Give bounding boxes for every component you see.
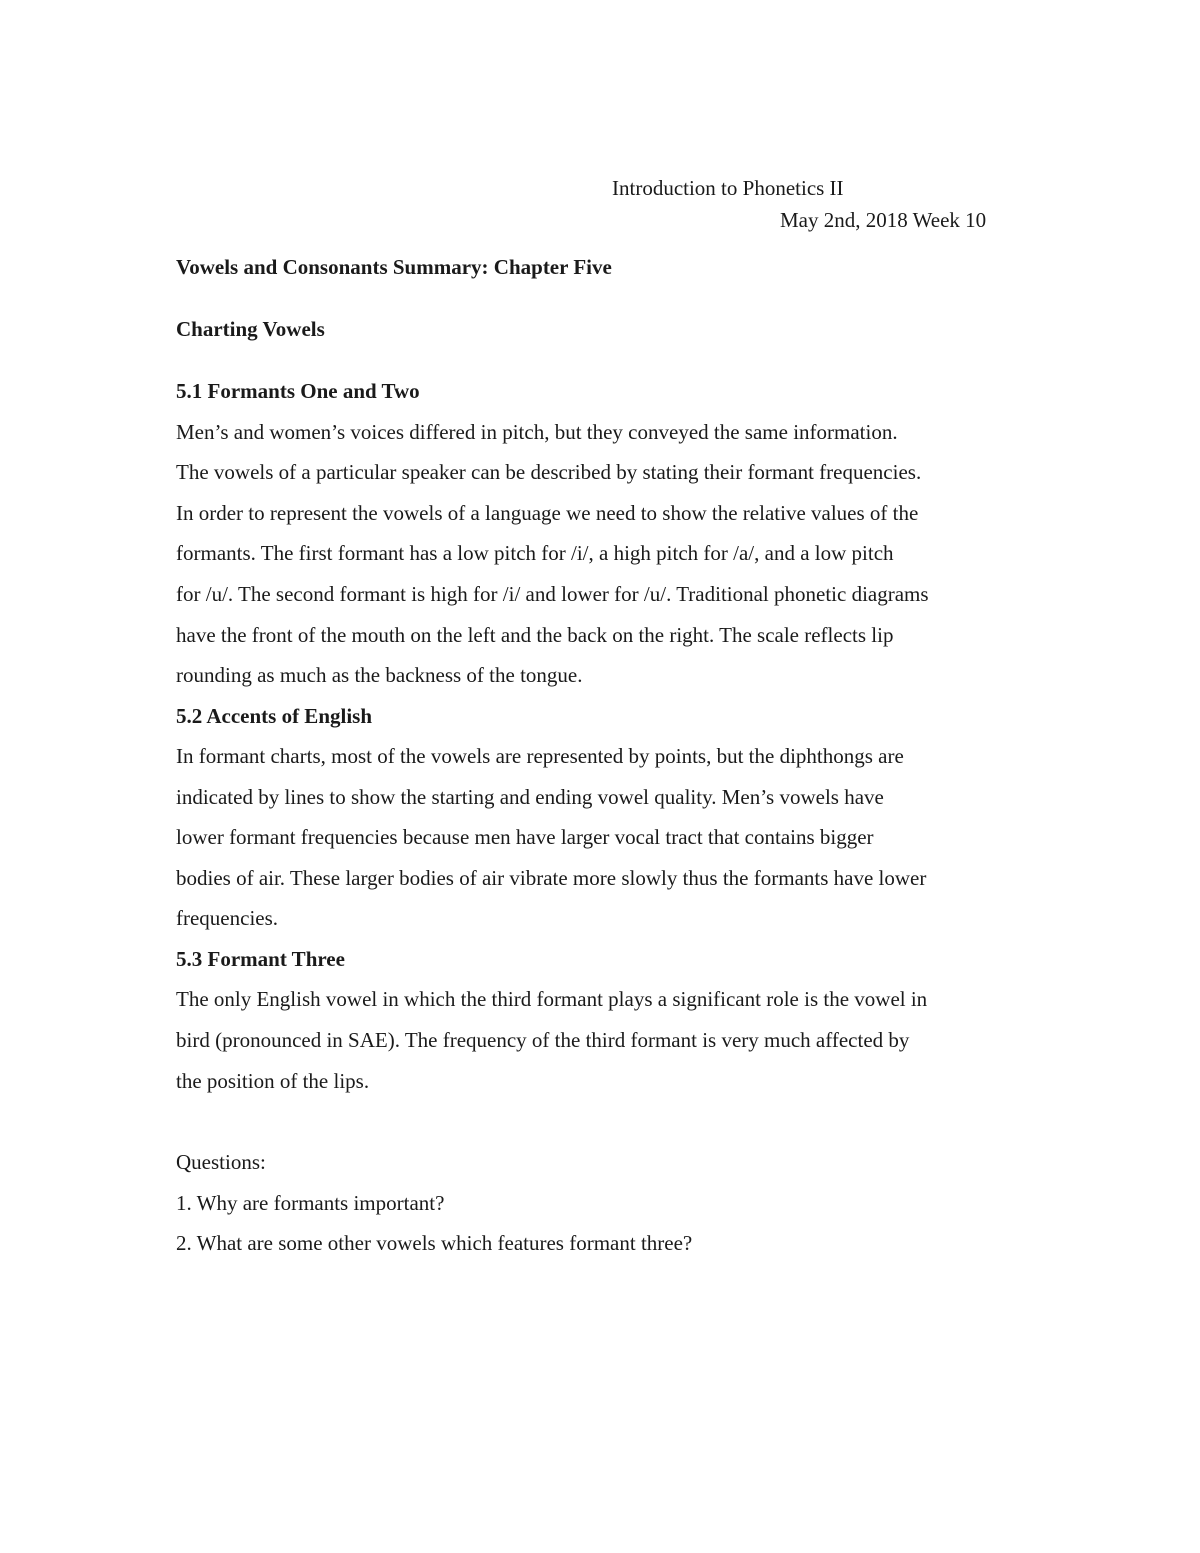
- paragraph-line: bird (pronounced in SAE). The frequency of the third formant is very much affected by: [176, 1028, 910, 1052]
- paragraph-line: the position of the lips.: [176, 1069, 370, 1093]
- paragraph-line: Men’s and women’s voices differed in pitch, but they conveyed the same information.: [176, 420, 898, 444]
- subsection-heading-5-2: 5.2 Accents of English: [176, 704, 373, 728]
- questions-label: Questions:: [176, 1150, 266, 1174]
- paragraph-line: indicated by lines to show the starting and ending vowel quality. Men’s vowels have: [176, 785, 884, 809]
- question-item: 1. Why are formants important?: [176, 1191, 445, 1215]
- question-item: 2. What are some other vowels which features formant three?: [176, 1231, 693, 1255]
- paragraph-line: for /u/. The second formant is high for /i/ and lower for /u/. Traditional phonetic diagrams: [176, 582, 929, 606]
- section-heading: Charting Vowels: [176, 317, 325, 341]
- paragraph-line: rounding as much as the backness of the tongue.: [176, 663, 583, 687]
- subsection-heading-5-3: 5.3 Formant Three: [176, 947, 345, 971]
- paragraph-line: In formant charts, most of the vowels are represented by points, but the diphthongs are: [176, 744, 904, 768]
- paragraph-line: bodies of air. These larger bodies of air vibrate more slowly thus the formants have lower: [176, 866, 927, 890]
- paragraph-line: lower formant frequencies because men have larger vocal tract that contains bigger: [176, 825, 874, 849]
- document-title: Vowels and Consonants Summary: Chapter Five: [176, 255, 612, 279]
- paragraph-line: In order to represent the vowels of a language we need to show the relative values of the: [176, 501, 919, 525]
- paragraph-line: have the front of the mouth on the left and the back on the right. The scale reflects lip: [176, 623, 894, 647]
- paragraph-line: formants. The first formant has a low pitch for /i/, a high pitch for /a/, and a low pitch: [176, 541, 894, 565]
- course-title: Introduction to Phonetics II: [612, 176, 844, 200]
- paragraph-line: frequencies.: [176, 906, 279, 930]
- document-date: May 2nd, 2018 Week 10: [780, 208, 987, 232]
- paragraph-line: The vowels of a particular speaker can be described by stating their formant frequencies.: [176, 460, 922, 484]
- paragraph-line: The only English vowel in which the third formant plays a significant role is the vowel in: [176, 987, 928, 1011]
- subsection-heading-5-1: 5.1 Formants One and Two: [176, 379, 420, 403]
